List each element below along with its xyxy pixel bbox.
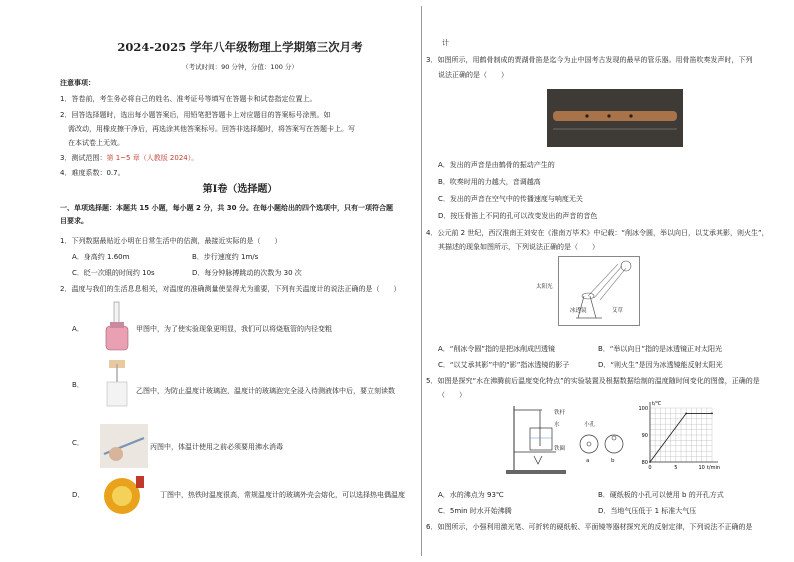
q2-option-c-label: C． xyxy=(72,439,84,447)
x-tick-label: 5 xyxy=(674,465,678,471)
data-point xyxy=(685,413,687,415)
label-ice-lens: 冰透镜 xyxy=(570,308,587,314)
q4-option-d: D．“则火生”是因为冰透镜能反射太阳光 xyxy=(598,361,723,369)
fig-label-a: a xyxy=(586,458,590,464)
q5-stem-2: （ ） xyxy=(438,391,466,399)
cardboard-hole-diagram xyxy=(578,432,626,456)
note-1: 1．答卷前，考生务必将自己的姓名、准考证号等填写在答题卡和试卷指定位置上。 xyxy=(60,95,317,103)
q1-option-c: C．眨一次眼的时间约 10s xyxy=(72,269,155,277)
q1-option-d: D．每分钟脉搏跳动的次数为 30 次 xyxy=(192,269,302,277)
label-sunlight: 太阳光 xyxy=(536,284,553,290)
data-point xyxy=(649,461,651,463)
x-axis-label: t/min xyxy=(706,465,720,471)
note-2a: 2．回答选择题时，选出每小题答案后，用铅笔把答题卡上对应题目的答案标号涂黑。如 xyxy=(60,111,331,119)
q6-stem: 6．如图所示，小强利用激光笔、可折转的硬纸板、平面镜等器材探究光的反射定律，下列说法不正确的是 xyxy=(426,523,753,531)
q3-option-d: D．按压骨笛上不同的孔可以改变发出的声音的音色 xyxy=(438,212,598,220)
liquid-thermometer-image xyxy=(100,358,134,408)
right-column xyxy=(426,0,769,562)
q5-option-b: B．硬纸板的小孔可以使用 b 的开孔方式 xyxy=(598,491,724,499)
fig-label-small-hole: 小孔 xyxy=(584,422,596,428)
q4-option-a: A．“削冰令圆”指的是把冰削成凹透镜 xyxy=(438,345,556,353)
note-3-range: 第 1~5 章（人教版 2024）。 xyxy=(106,154,199,162)
section-heading: 第Ⅰ卷（选择题） xyxy=(202,184,278,195)
section-intro-1: 一、单项选择题：本题共 15 小题，每小题 2 分，共 30 分。在每小题给出的四个选项中，只有一项符合题 xyxy=(60,204,393,212)
label-mugwort: 艾草 xyxy=(612,308,624,314)
exam-title: 2024-2025 学年八年级物理上学期第三次月考 xyxy=(117,40,363,54)
note-2c: 在本试卷上无效。 xyxy=(68,139,124,147)
q3-stem-1: 3．如图所示，用鹤骨制成的贾湖骨笛是迄今为止中国考古发现的最早的管乐器。用骨笛吹奏发声时，下列 xyxy=(426,56,753,64)
fig-label-water: 水 xyxy=(554,422,560,428)
q2-stem: 2．温度与我们的生活息息相关，对温度的准确测量使显得尤为重要，下列有关温度计的说法正确的是（ ） xyxy=(60,285,401,293)
q5-option-c: C．5min 时水开始沸腾 xyxy=(438,507,512,515)
q1-option-a: A．身高约 1.60m xyxy=(72,253,130,261)
note-3-prefix: 3．测试范围： xyxy=(60,154,107,162)
section-intro-2: 目要求。 xyxy=(60,217,88,225)
y-tick-label: 80 xyxy=(641,460,648,466)
note-3 xyxy=(60,153,198,164)
q3-stem-2: 说法正确的是（ ） xyxy=(438,71,508,79)
q2-option-b: 乙图中，为防止温度计玻璃泡，温度计的玻璃泡完全浸入待测液体中后，要立刻读数 xyxy=(136,387,395,395)
exam-subtitle: （考试时间：90 分钟，分值：100 分） xyxy=(182,63,298,71)
q1-option-b: B．步行速度约 1m/s xyxy=(192,253,259,261)
q3-option-a: A．发出的声音是由鹤骨的振动产生的 xyxy=(438,161,555,169)
q4-stem-2: 其描述的现象如图所示，下列说法正确的是（ ） xyxy=(438,243,599,251)
y-tick-label: 100 xyxy=(638,406,648,412)
y-tick-label: 90 xyxy=(641,433,648,439)
x-tick-label: 0 xyxy=(648,465,652,471)
q5-stem-1: 5．如图是探究“水在沸腾前后温度变化特点”的实验装置及根据数据绘制的温度随时间变化的图像，正确的是 xyxy=(426,377,760,385)
fig-label-b: b xyxy=(611,458,615,464)
q2-option-c: 丙图中，体温计使用之前必须要用沸水消毒 xyxy=(150,443,283,451)
molten-iron-image xyxy=(100,472,150,516)
bone-flute-image xyxy=(547,89,683,147)
fig-label-iron-rod: 铁杆 xyxy=(554,410,566,416)
note-4: 4．难度系数：0.7。 xyxy=(60,169,125,177)
q2-option-a-label: A． xyxy=(72,325,84,333)
q4-stem-1: 4．公元前 2 世纪，西汉淮南王刘安在《淮南万毕术》中记载：“削冰令圆，举以向日，以艾承其影，则火生”， xyxy=(426,229,769,237)
x-tick-label: 10 xyxy=(698,465,705,471)
flask-thermometer-image xyxy=(100,300,134,352)
note-2b: 需改动，用橡皮擦干净后，再选涂其他答案标号。回答非选择题时，将答案写在答题卡上。写 xyxy=(68,125,355,133)
q3-option-c: C．发出的声音在空气中的传播速度与响度无关 xyxy=(438,195,583,203)
column-divider xyxy=(421,6,422,556)
fig-label-iron-ring: 铁圈 xyxy=(554,446,566,452)
q3-option-b: B．吹奏时用的力越大，音调越高 xyxy=(438,178,541,186)
q2-option-b-label: B． xyxy=(72,381,84,389)
notes-heading: 注意事项： xyxy=(60,79,95,87)
q1-stem: 1．下列数据最贴近小明在日常生活中的估测，最接近实际的是（ ） xyxy=(60,237,282,245)
q2-option-a: 甲图中，为了使实验现象更明显，我们可以将烧瓶管的内径变粗 xyxy=(136,325,332,333)
left-column xyxy=(60,0,420,562)
q2-option-d-label: D． xyxy=(72,491,85,499)
q2-option-d: 丁图中，热铁时温度很高，常规温度计的玻璃外壳会熔化，可以选择热电偶温度 xyxy=(160,491,405,499)
q4-option-b: B．“举以向日”指的是冰透镜正对太阳光 xyxy=(598,345,723,353)
q4-option-c: C．“以艾承其影”中的“影”指冰透镜的影子 xyxy=(438,361,570,369)
temperature-time-chart xyxy=(628,398,724,474)
y-axis-label: t/℃ xyxy=(652,401,662,407)
q5-option-a: A．水的沸点为 93℃ xyxy=(438,491,504,499)
q5-option-d: D．当地气压低于 1 标准大气压 xyxy=(598,507,697,515)
q2-option-d-cont: 计 xyxy=(442,39,449,47)
clinical-thermometer-image xyxy=(100,424,148,468)
data-point xyxy=(711,413,713,415)
